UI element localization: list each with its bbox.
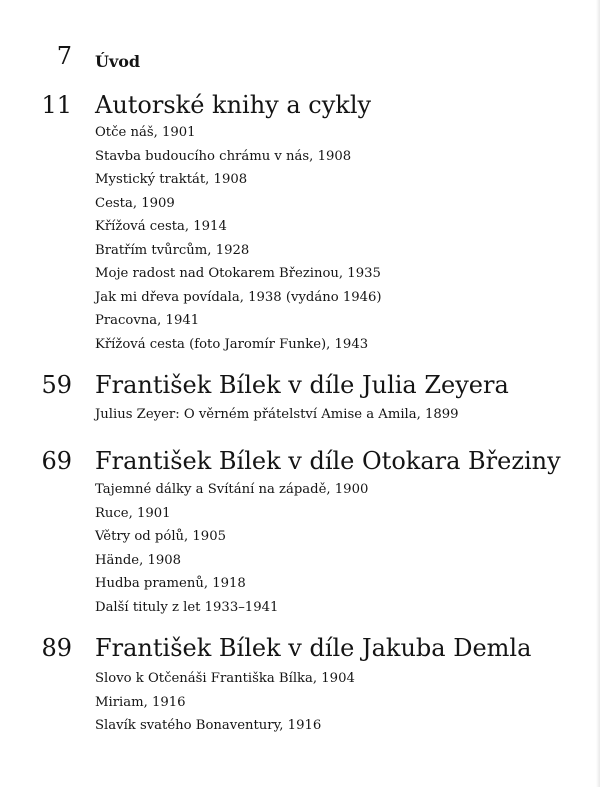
toc-item: Julius Zeyer: O věrném přátelství Amise a Amila, 1899 [95,407,459,422]
toc-item-list [95,121,382,356]
toc-item: Jak mi dřeva povídala, 1938 (vydáno 1946) [95,289,382,305]
toc-item: Stavba budoucího chrámu v nás, 1908 [95,148,352,164]
toc-item: Slavík svatého Bonaventury, 1916 [95,718,322,733]
toc-section-title: František Bílek v díle Jakuba Demla [95,634,532,662]
toc-title: Úvod [95,52,141,71]
toc-page-number: 69 [41,447,72,475]
toc-section-title: František Bílek v díle Otokara Březiny [95,447,561,475]
toc-item: Bratřím tvůrcům, 1928 [95,242,250,258]
toc-item: Další tituly z let 1933–1941 [95,599,279,615]
toc-item: Tajemné dálky a Svítání na západě, 1900 [95,482,369,497]
toc-page-number: 11 [41,91,72,119]
toc-item: Otče náš, 1901 [95,125,196,140]
toc-item: Slovo k Otčenáši Františka Bílka, 1904 [95,671,355,686]
scan-edge-shadow [596,0,600,787]
toc-item-list [95,667,355,738]
toc-item: Větry od pólů, 1905 [95,529,226,544]
toc-section-title: Autorské knihy a cykly [95,91,372,119]
toc-item-list [95,478,368,619]
toc-item: Miriam, 1916 [95,694,186,710]
toc-page-number: 89 [41,634,72,662]
toc-item: Ruce, 1901 [95,505,171,521]
toc-item: Moje radost nad Otokarem Březinou, 1935 [95,266,381,281]
toc-item: Cesta, 1909 [95,195,175,211]
toc-item: Pracovna, 1941 [95,313,200,328]
toc-item: Hände, 1908 [95,552,182,568]
toc-item: Křížová cesta, 1914 [95,219,227,234]
toc-section-title: František Bílek v díle Julia Zeyera [95,371,509,399]
toc-item-list [95,403,459,427]
toc-page-number: 59 [41,371,72,399]
toc-item: Hudba pramenů, 1918 [95,576,246,591]
toc-item: Mystický traktát, 1908 [95,172,248,187]
toc-page-number: 7 [56,42,72,70]
toc-item: Křížová cesta (foto Jaromír Funke), 1943 [95,336,369,352]
